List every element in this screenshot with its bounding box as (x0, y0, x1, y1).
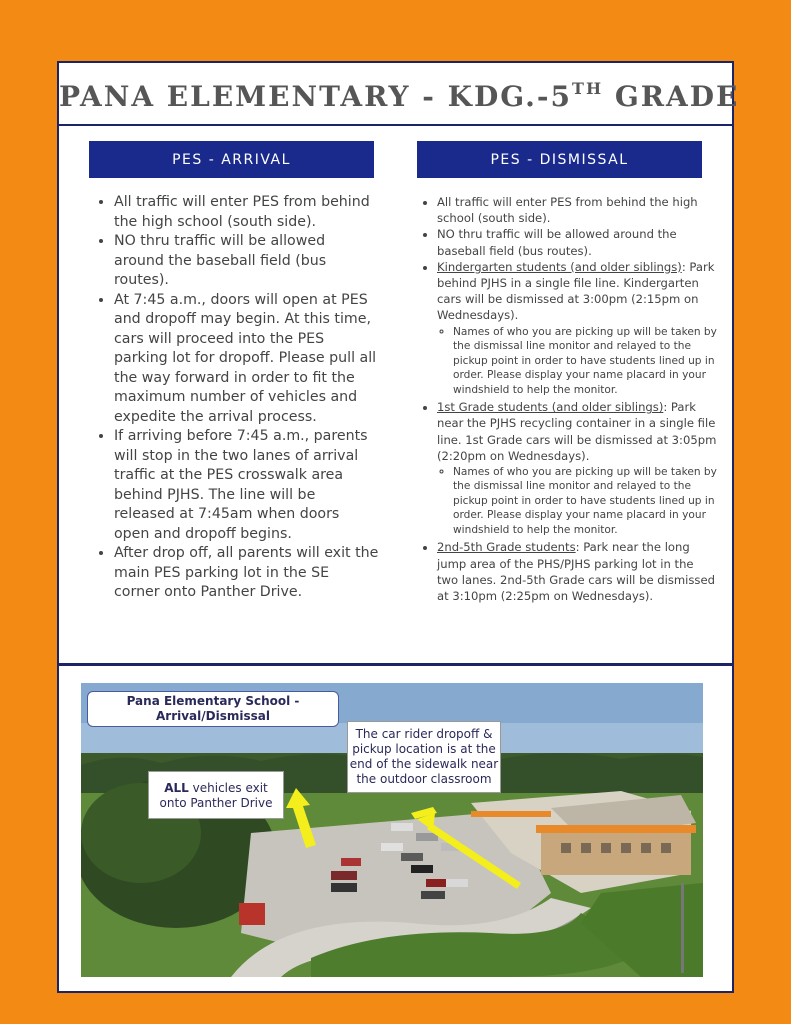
list-item-kindergarten: • Kindergarten students (and older siblings): Park behind PJHS in a single file line. Kindergarten cars will be dismissed at 3:00pm (2:15pm on Wednesdays). ◦ Names of who you are picking up will be taken by the dismissal line monitor and relayed to the pickup point in order to have students lined up in order. Please display your name placard in your windshield to help the monitor. (437, 259, 717, 397)
aerial-photo (81, 683, 703, 977)
sub-list-item: ◦ Names of who you are picking up will be taken by the dismissal line monitor and relayed to the pickup point in order to have students lined up in order. Please display your name placard in your windshield to help the monitor. (453, 465, 717, 538)
photo-caption-title: Pana Elementary School - Arrival/Dismissal (87, 691, 339, 727)
flyer-page (57, 61, 740, 993)
page-title: PANA ELEMENTARY - KDG.-5TH GRADE (59, 79, 740, 113)
photo-caption-pickup: The car rider dropoff & pickup location is at the end of the sidewalk near the outdoor classroom (347, 721, 501, 793)
dismissal-header: PES - DISMISSAL (417, 141, 702, 178)
sub-list-item: ◦ Names of who you are picking up will be taken by the dismissal line monitor and relayed to the pickup point in order to have students lined up in order. Please display your name placard in your windshield to help the monitor. (453, 325, 717, 398)
list-item: • NO thru traffic will be allowed around the baseball field (bus routes). (437, 226, 717, 258)
list-item: • After drop off, all parents will exit the main PES parking lot in the SE corner onto Panther Drive. (114, 544, 379, 603)
list-item: • NO thru traffic will be allowed around the baseball field (bus routes). (114, 232, 379, 291)
title-divider (59, 124, 732, 126)
arrival-header: PES - ARRIVAL (89, 141, 374, 178)
arrival-list (89, 193, 379, 603)
dismissal-list (417, 194, 717, 604)
list-item: • At 7:45 a.m., doors will open at PES and dropoff may begin. At this time, cars will proceed into the PES parking lot for dropoff. Please pull all the way forward in order to fit the maximum number of vehicles and expedite the arrival process. (114, 291, 379, 428)
photo-caption-exit: ALL vehicles exit onto Panther Drive (148, 771, 284, 819)
list-item: • All traffic will enter PES from behind the high school (south side). (437, 194, 717, 226)
list-item: • All traffic will enter PES from behind the high school (south side). (114, 193, 379, 232)
list-item: • If arriving before 7:45 a.m., parents will stop in the two lanes of arrival traffic at the PES crosswalk area behind PJHS. The line will be released at 7:45am when doors open and dropoff begins. (114, 427, 379, 544)
section-divider (59, 663, 732, 666)
list-item-upper-grades: • 2nd-5th Grade students: Park near the long jump area of the PHS/PJHS parking lot in the two lanes. 2nd-5th Grade cars will be dismissed at 3:10pm (2:25pm on Wednesdays). (437, 539, 717, 604)
list-item-first-grade: • 1st Grade students (and older siblings): Park near the PJHS recycling container in a single file line. 1st Grade cars will be dismissed at 3:05pm (2:20pm on Wednesdays). ◦ Names of who you are picking up will be taken by the dismissal line monitor and relayed to the pickup point in order to have students lined up in order. Please display your name placard in your windshield to help the monitor. (437, 399, 717, 537)
